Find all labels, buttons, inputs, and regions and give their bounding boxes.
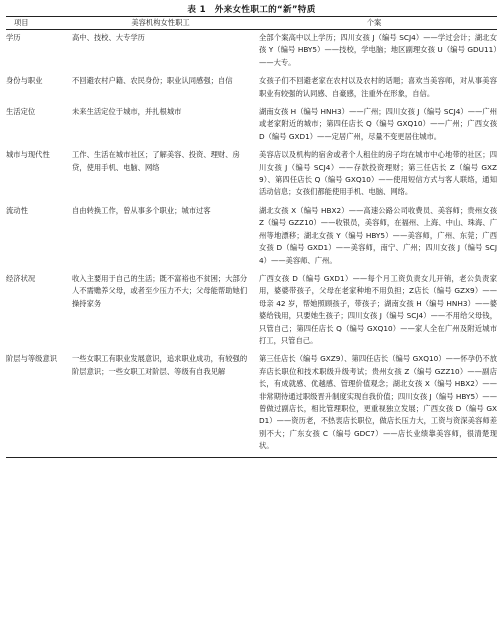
table-row bbox=[6, 203, 497, 271]
table-row bbox=[6, 30, 497, 74]
row-feature: 一些女职工有职业发展意识，追求职业成功，有较强的阶层意识；一些女职工对阶层、等级有自我见解 bbox=[70, 351, 251, 457]
row-aspect: 流动性 bbox=[6, 205, 28, 215]
header-aspect: 项目 bbox=[6, 17, 70, 30]
table-row bbox=[6, 104, 497, 147]
row-aspect: 身份与职业 bbox=[6, 76, 43, 86]
row-case: 女孩子们不回避老家在农村以及农村的话题；喜欢当美容师，对从事美容职业有较强的认同感、自豪感，注重外在形象，自信。 bbox=[259, 76, 497, 98]
table-row bbox=[6, 351, 497, 457]
header-case: 个案 bbox=[251, 17, 497, 30]
table-caption: 表 1 外来女性职工的“新”特质 bbox=[187, 5, 316, 15]
row-case: 湖南女孩 H（编号 HNH3）——广州；四川女孩 J（编号 SCJ4）——广州或老家附近的城市；第四任店长 Q（编号 GXQ10）——广州；广西女孩 D（编号 GXD1）——定居广州，尽量不变更居住城市。 bbox=[259, 107, 497, 141]
row-aspect: 学历 bbox=[6, 33, 21, 42]
row-aspect: 城市与现代性 bbox=[6, 150, 50, 160]
row-case: 广西女孩 D（编号 GXD1）——每个月工资负责女儿开销，老公负责家用，婆婆带孩子，父母在老家种地不用负担；Z店长（编号 GZX9）——母亲 42 岁，帮她照顾孩子，带孩子；湖南女孩 H（编号 HNH3）——婆婆给钱用，只要她生孩子；四川女孩 J（编号 SCJ4）——不用给父母钱，只管自己；第四任店长 Q（编号 GXQ10）——家人全在广州及附近城市打工，只管自己。 bbox=[259, 273, 497, 345]
row-aspect: 经济状况 bbox=[6, 273, 36, 283]
feature-table bbox=[6, 16, 497, 458]
row-feature: 工作、生活在城市社区；了解美容、投资、理财、房贷，使用手机、电脑、网络 bbox=[72, 150, 240, 172]
row-feature: 收入主要用于自己的生活；既不富裕也不贫困；大部分人不需赡养父母，或者至少压力不大；父母能帮助她们操持家务 bbox=[72, 273, 248, 308]
row-case: 湖北女孩 X（编号 HBX2）——高速公路公司收费员、美容师；贵州女孩 Z（编号 GZZ10）——收银员，美容师，在福州、上海、中山、珠海、广州等地漂移；湖北女孩 Y（编号 HBY5）——美容师，广州、东莞；广西女孩 D（编号 GXD1）——美容师，南宁、广州；四川女孩 J（编号 SCJ4）——美容师、广州。 bbox=[259, 205, 497, 265]
table-header-row bbox=[6, 17, 497, 30]
row-feature: 自由转换工作，曾从事多个职业；城市过客 bbox=[72, 205, 211, 215]
table-row bbox=[6, 271, 497, 351]
table-row bbox=[6, 147, 497, 203]
row-feature: 未来生活定位于城市，并扎根城市 bbox=[72, 107, 182, 117]
row-feature: 不回避农村户籍、农民身份；职业认同感强；自信 bbox=[72, 76, 233, 86]
row-feature: 高中、技校、大专学历 bbox=[72, 33, 145, 42]
row-aspect: 生活定位 bbox=[6, 107, 36, 117]
row-case: 全部个案高中以上学历；四川女孩 J（编号 SCJ4）——学过会计；湖北女孩 Y（编号 HBY5）——技校，学电脑；地区副理女孩 U（编号 GDU11）——大专。 bbox=[259, 33, 497, 67]
row-case: 第三任店长（编号 GXZ9）、第四任店长（编号 GXQ10）——怀孕仍不放弃店长职位和技术职级升级考试；贵州女孩 Z（编号 GZZ10）——副店长，有成就感、优越感、管理价值观念；湖北女孩 X（编号 HBX2）——非常期待通过职级晋升制度实现自我价值；四川女孩 J（编号 HBY5）——曾做过副店长，相比管理职位，更重视独立发展；广西女孩 D（编号 GXD1）——资历老，不热衷店长职位，做店长压力大，工资与资深美容师差别不大；广东女孩 C（编号 GDC7）——店长业绩靠美容师，很清楚现状。 bbox=[251, 351, 497, 457]
header-feature: 美容机构女性职工 bbox=[70, 17, 251, 30]
row-aspect: 阶层与等级意识 bbox=[6, 351, 70, 457]
table-row bbox=[6, 73, 497, 104]
row-case: 美容店以及机构的宿舍或者个人租住的房子均在城市中心地带的社区；四川女孩 J（编号 SCJ4）——存款投资理财；第三任店长 Z（编号 GXZ9）、第四任店长 Q（编号 GXQ10）——使用短信方式与客人联络，通知活动信息；女孩们都能使用手机、电脑、网络。 bbox=[259, 150, 497, 197]
